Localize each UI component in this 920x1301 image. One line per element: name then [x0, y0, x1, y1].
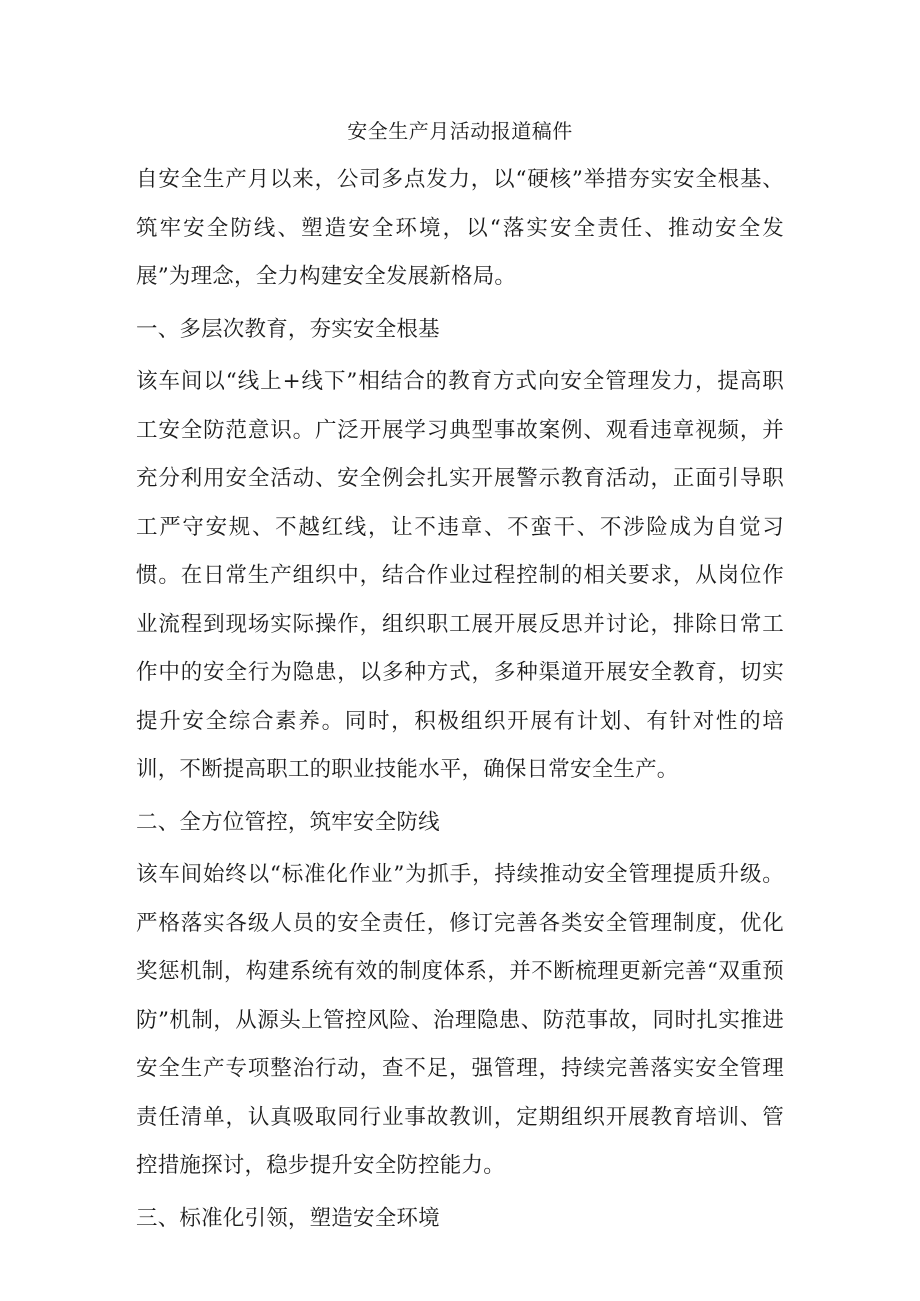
section-2-heading: 二、全方位管控，筑牢安全防线	[136, 809, 440, 835]
section-1-heading: 一、多层次教育，夯实安全根基	[136, 316, 440, 342]
intro-paragraph: 自安全生产月以来，公司多点发力，以“硬核”举措夯实安全根基、筑牢安全防线、塑造安全环境，以“落实安全责任、推动安全发展”为理念，全力构建安全发展新格局。	[136, 167, 784, 289]
section-1-paragraph: 该车间以“线上+线下”相结合的教育方式向安全管理发力，提高职工安全防范意识。广泛开展学习典型事故案例、观看违章视频，并充分利用安全活动、安全例会扎实开展警示教育活动，正面引导职工严守安规、不越红线，让不违章、不蛮干、不涉险成为自觉习惯。在日常生产组织中，结合作业过程控制的相关要求，从岗位作业流程到现场实际操作，组织职工展开展反思并讨论，排除日常工作中的安全行为隐患，以多种方式，多种渠道开展安全教育，切实提升安全综合素养。同时，积极组织开展有计划、有针对性的培训，不断提高职工的职业技能水平，确保日常安全生产。	[136, 369, 784, 782]
document-title: 安全生产月活动报道稿件	[347, 119, 573, 143]
section-2-paragraph: 该车间始终以“标准化作业”为抓手，持续推动安全管理提质升级。严格落实各级人员的安全责任，修订完善各类安全管理制度，优化奖惩机制，构建系统有效的制度体系，并不断梳理更新完善“双重预防”机制，从源头上管控风险、治理隐患、防范事故，同时扎实推进安全生产专项整治行动，查不足，强管理，持续完善落实安全管理责任清单，认真吸取同行业事故教训，定期组织开展教育培训、管控措施探讨，稳步提升安全防控能力。	[136, 862, 784, 1178]
document-body	[136, 156, 784, 1243]
section-3-heading: 三、标准化引领，塑造安全环境	[136, 1205, 440, 1231]
